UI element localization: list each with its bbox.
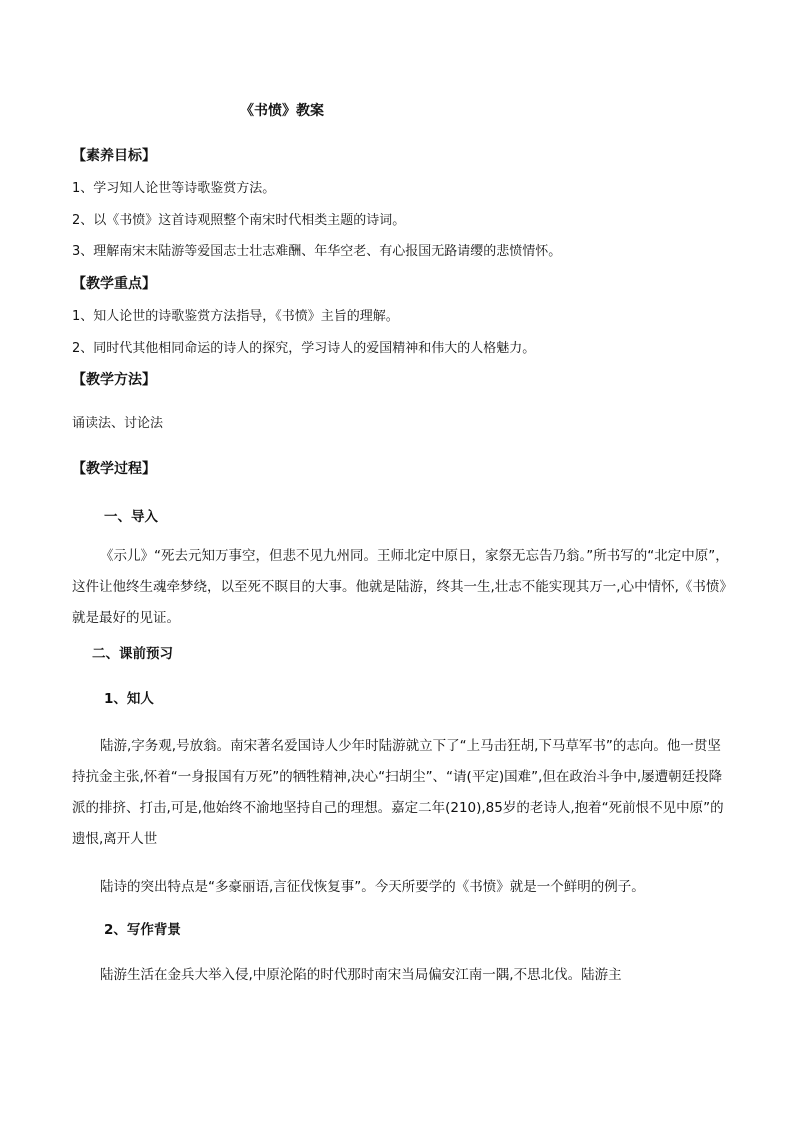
background-paragraph: 陆游生活在金兵大举入侵,中原沦陷的时代那时南宋当局偏安江南一隅,不思北伐。陆游主 (100, 967, 622, 983)
literacy-goal-item: 1、学习知人论世等诗歌鉴赏方法。 (72, 181, 276, 196)
intro-paragraph: 《示儿》“死去元知万事空，但悲不见九州同。王师北定中原日，家祭无忘告乃翁。”所书写的“北定中原”，这件让他终生魂牵梦绕，以至死不瞑目的大事。他就是陆游，终其一生,壮志不能实现其万一,心中情怀,《书愤》就是最好的见证。 (72, 548, 729, 626)
poetry-feature-paragraph: 陆诗的突出特点是“多豪丽语,言征伐恢复事”。今天所要学的《书愤》就是一个鲜明的例子。 (100, 879, 645, 895)
document-title: 《书愤》教案 (240, 103, 324, 119)
teaching-focus-item: 2、同时代其他相同命运的诗人的探究，学习诗人的爱国精神和伟大的人格魅力。 (72, 341, 536, 356)
preview-heading: 二、课前预习 (92, 646, 173, 662)
know-person-heading: 1、知人 (104, 691, 154, 707)
know-person-paragraph: 陆游,字务观,号放翁。南宋著名爱国诗人少年时陆游就立下了“上马击狂胡,下马草军书”的志向。他一贯坚持抗金主张,怀着“一身报国有万死”的牺牲精神,决心“扫胡尘”、“请(平定)国难”,但在政治斗争中,屡遭朝廷投降派的排挤、打击,可是,他始终不渝地坚持自己的理想。嘉定二年(210),85岁的老诗人,抱着“死前恨不见中原”的遗恨,离开人世 (72, 738, 724, 847)
section-heading-teaching-method: 【教学方法】 (72, 372, 156, 388)
teaching-method-text: 诵读法、讨论法 (72, 416, 164, 431)
intro-heading: 一、导入 (104, 509, 158, 525)
literacy-goal-item: 2、以《书愤》这首诗观照整个南宋时代相类主题的诗词。 (72, 213, 406, 228)
teaching-focus-item: 1、知人论世的诗歌鉴赏方法指导，《书愤》主旨的理解。 (72, 309, 399, 324)
section-heading-teaching-focus: 【教学重点】 (72, 276, 156, 292)
literacy-goal-item: 3、理解南宋末陆游等爱国志士壮志难酬、年华空老、有心报国无路请缨的悲愤情怀。 (72, 244, 562, 259)
section-heading-literacy-goals: 【素养目标】 (72, 148, 156, 164)
section-heading-teaching-process: 【教学过程】 (72, 461, 156, 477)
background-heading: 2、写作背景 (104, 922, 181, 938)
